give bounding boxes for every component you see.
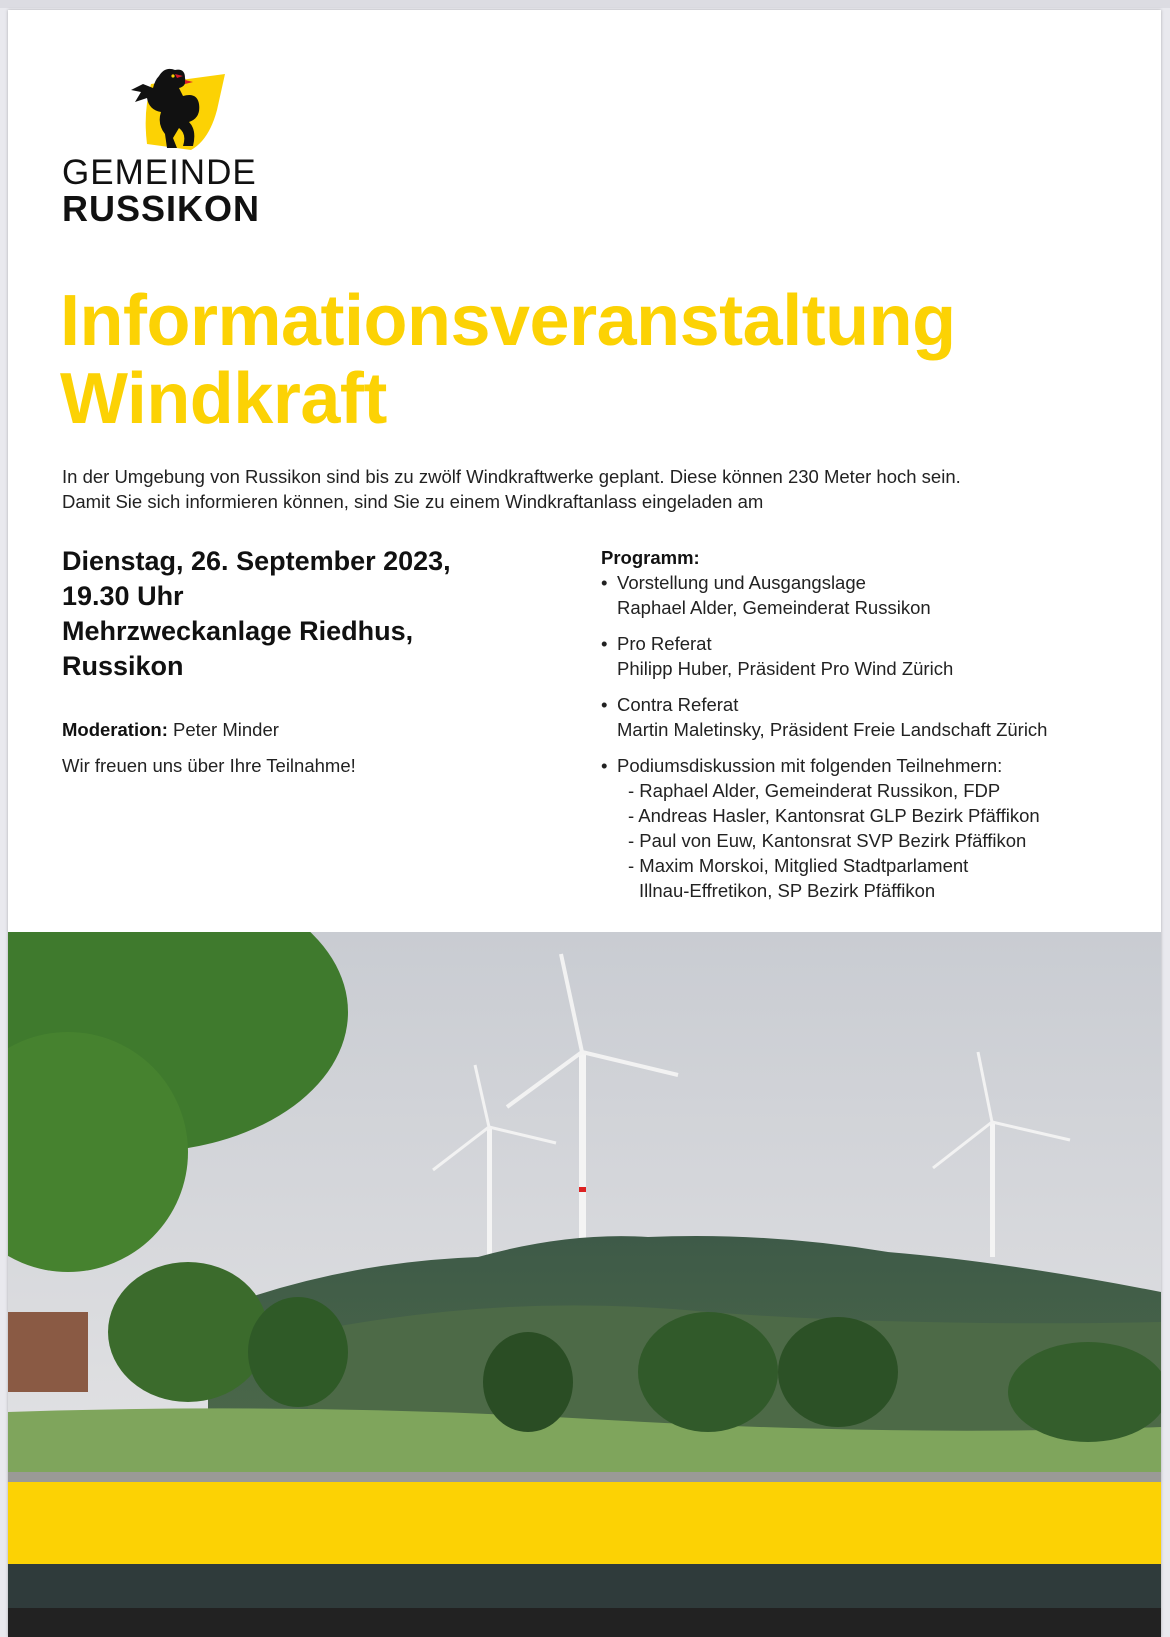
thanks-text: Wir freuen uns über Ihre Teilnahme!: [62, 755, 356, 776]
title-line-1: Informationsveranstaltung: [60, 281, 956, 361]
moderation-line: [62, 719, 279, 741]
program-section: [601, 545, 1121, 914]
footer-darker-band: [8, 1608, 1161, 1637]
intro-line-1: In der Umgebung von Russikon sind bis zu zwölf Windkraftwerke geplant. Diese können 230 Meter hoch sein.: [62, 466, 961, 487]
event-town: Russikon: [62, 651, 184, 681]
program-item-title: Pro Referat: [617, 633, 712, 654]
page-title: [60, 282, 1140, 438]
panel-participant-continued: Illnau-Effretikon, SP Bezirk Pfäffikon: [639, 880, 936, 901]
logo-text-russikon: RUSSIKON: [62, 188, 261, 229]
bullet-icon: •: [601, 572, 608, 593]
event-venue: Mehrzweckanlage Riedhus,: [62, 616, 414, 646]
event-time: 19.30 Uhr: [62, 581, 184, 611]
intro-paragraph: [62, 464, 1122, 514]
panel-participant: - Andreas Hasler, Kantonsrat GLP Bezirk Pfäffikon: [628, 805, 1040, 826]
program-item: [601, 570, 1121, 620]
panel-participant: - Raphael Alder, Gemeinderat Russikon, FDP: [628, 780, 1001, 801]
wind-turbine-landscape-photo: [8, 932, 1161, 1482]
moderation-label: Moderation:: [62, 719, 168, 740]
panel-participant: - Maxim Morskoi, Mitglied Stadtparlament: [628, 855, 969, 876]
bullet-icon: •: [601, 694, 608, 715]
program-item: [601, 692, 1121, 742]
event-date-location: [62, 544, 542, 684]
program-item-panel: [601, 753, 1121, 903]
logo-text-gemeinde: GEMEINDE: [62, 153, 257, 192]
program-item-title: Contra Referat: [617, 694, 739, 715]
bullet-icon: •: [601, 755, 608, 776]
panel-participant: - Paul von Euw, Kantonsrat SVP Bezirk Pfäffikon: [628, 830, 1027, 851]
intro-line-2: Damit Sie sich informieren können, sind Sie zu einem Windkraftanlass eingeladen am: [62, 491, 764, 512]
bullet-icon: •: [601, 633, 608, 654]
program-item-detail: Martin Maletinsky, Präsident Freie Landschaft Zürich: [617, 719, 1048, 740]
program-item: [601, 631, 1121, 681]
footer-dark-band: [8, 1564, 1161, 1608]
program-item-detail: Philipp Huber, Präsident Pro Wind Zürich: [617, 658, 954, 679]
title-line-2: Windkraft: [60, 359, 387, 439]
window-top-edge: [0, 0, 1170, 8]
footer-yellow-band: [8, 1482, 1161, 1564]
flyer-page: [8, 10, 1161, 1637]
panel-title: Podiumsdiskussion mit folgenden Teilnehmern:: [617, 755, 1003, 776]
program-item-detail: Raphael Alder, Gemeinderat Russikon: [617, 597, 931, 618]
lion-coat-of-arms-icon: [113, 62, 233, 162]
event-date: Dienstag, 26. September 2023,: [62, 546, 451, 576]
program-item-title: Vorstellung und Ausgangslage: [617, 572, 866, 593]
program-heading: Programm:: [601, 547, 700, 568]
moderator-name: Peter Minder: [173, 719, 279, 740]
